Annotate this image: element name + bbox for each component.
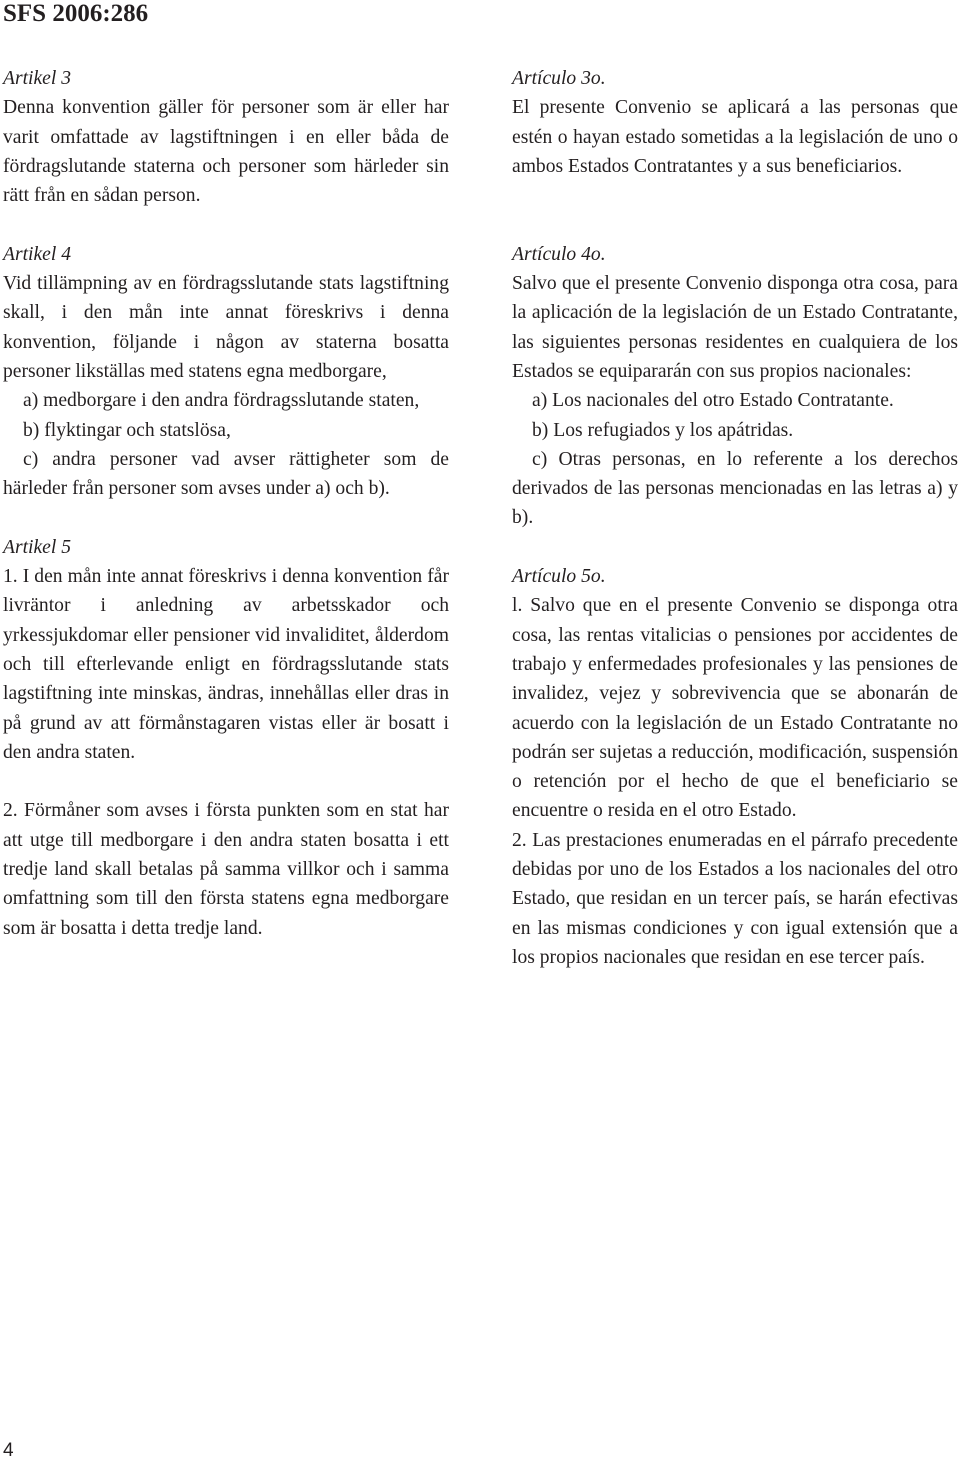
article-title: Artikel 5 (3, 536, 72, 558)
article-title: Artículo 5o. (512, 566, 606, 588)
article-5-sv (3, 533, 449, 943)
article-4-sv (3, 240, 449, 504)
list-item-b: b) flyktingar och statslösa, (23, 419, 231, 441)
list-item-c: c) andra personer vad avser rättigheter som de härleder från personer som avses under a) och b). (3, 448, 449, 500)
swedish-column (3, 64, 449, 943)
spanish-column (512, 64, 958, 972)
article-body: El presente Convenio se aplicará a las personas que estén o hayan estado sometidas a la legislación de uno o ambos Estados Contratantes y a sus beneficiarios. (512, 97, 958, 177)
page-number: 4 (3, 1440, 14, 1461)
list-item-a: a) Los nacionales del otro Estado Contratante. (532, 390, 894, 412)
paragraph-1: 1. I den mån inte annat föreskrivs i denna konvention får livräntor i anledning av arbetsskador och yrkessjukdomar eller pensioner vid invaliditet, ålderdom och till efterlevande enligt en fördragsslutande stats lagstiftning inte minskas, ändras, innehållas eller dras in på grund av att förmånstagaren vistas eller är bosatt i den andra staten. (3, 566, 449, 763)
article-body: Salvo que el presente Convenio disponga otra cosa, para la aplicación de la legislación de un Estado Contratante, las siguientes personas residentes en cualquiera de los Estados se equipararán con sus propios nacionales: (512, 273, 958, 382)
article-title: Artikel 4 (3, 243, 72, 265)
list-item-c: c) Otras personas, en lo referente a los derechos derivados de las personas mencionadas en las letras a) y b). (512, 448, 958, 529)
article-title: Artikel 3 (3, 68, 72, 89)
paragraph-1: l. Salvo que en el presente Convenio se disponga otra cosa, las rentas vitalicias o pensiones por accidentes de trabajo y enfermedades profesionales y las pensiones de invalidez, vejez y sobrevivencia que se abonarán de acuerdo con la legislación de un Estado Contratante no podrán ser sujetas a reducción, modificación, suspensión o retención por el hecho de que el beneficiario se encuentre o resida en el otro Estado. (512, 595, 958, 822)
list-item-b: b) Los refugiados y los apátridas. (532, 419, 794, 441)
article-body: Denna konvention gäller för personer som är eller har varit omfattade av lagstiftningen i en eller båda de fördragslutande staterna och personer som härleder sin rätt från en sådan person. (3, 97, 449, 207)
paragraph-2: 2. Förmåner som avses i första punkten som en stat har att utge till medborgare i den andra staten bosatta i ett tredje land skall betalas på samma villkor och i samma omfattning som till den första statens egna medborgare som är bosatta i detta tredje land. (3, 800, 449, 939)
article-title: Artículo 3o. (512, 68, 606, 89)
document-code: SFS 2006:286 (3, 0, 149, 27)
paragraph-gap (512, 181, 958, 210)
paragraph-2: 2. Las prestaciones enumeradas en el párrafo precedente debidas por uno de los Estados a los nacionales del otro Estado, que residan en un tercer país, se harán efectivas en las mismas condiciones y con igual extensión que a los propios nacionales que residan en ese tercer país. (512, 829, 958, 968)
article-3-sv (3, 64, 449, 210)
article-title: Artículo 4o. (512, 243, 606, 265)
article-5-es (512, 562, 958, 972)
article-3-es (512, 64, 958, 210)
paragraph-gap (3, 767, 449, 796)
article-4-es (512, 240, 958, 533)
list-item-a: a) medborgare i den andra fördragsslutande staten, (23, 390, 420, 412)
article-body: Vid tillämpning av en fördragsslutande stats lagstiftning skall, i den mån inte annat föreskrivs i denna konvention, följande i någon av staterna bosatta personer likställas med statens egna medborgare, (3, 273, 449, 382)
